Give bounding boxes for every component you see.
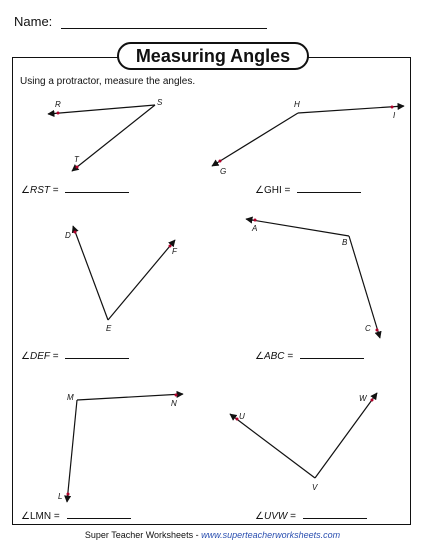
equals-sign: = (52, 185, 59, 196)
ray-mn (77, 394, 183, 400)
label-t: T (74, 155, 79, 164)
angle-name: GHI (263, 185, 282, 196)
equals-sign: = (53, 511, 60, 522)
point-t (76, 166, 79, 169)
label-u: U (239, 412, 245, 421)
label-s: S (157, 98, 163, 107)
equals-sign: = (287, 351, 294, 362)
angle-symbol: ∠ (255, 351, 264, 362)
angle-rst-diagram (48, 98, 163, 171)
label-r: R (55, 100, 61, 109)
ray-vu (230, 414, 315, 478)
angle-symbol: ∠ (255, 511, 264, 522)
answer-def (21, 351, 129, 362)
label-a: A (252, 224, 258, 233)
worksheet-title: Measuring Angles (117, 42, 309, 70)
footer-link[interactable]: www.superteacherworksheets.com (201, 530, 341, 540)
equals-sign: = (284, 185, 291, 196)
angle-symbol: ∠ (21, 511, 30, 522)
answer-blank-abc[interactable] (300, 358, 364, 359)
ray-sr (48, 105, 155, 114)
point-d (74, 231, 77, 234)
angle-name: LMN (29, 511, 52, 522)
instructions-text: Using a protractor, measure the angles. (20, 76, 196, 87)
label-e: E (106, 324, 112, 333)
angle-def-diagram (65, 226, 178, 333)
equals-sign: = (290, 511, 296, 522)
label-d: D (65, 231, 71, 240)
point-g (219, 160, 222, 163)
label-m: M (67, 393, 74, 402)
label-w: W (359, 394, 367, 403)
ray-ml (67, 400, 77, 502)
label-l: L (58, 492, 63, 501)
angle-ghi-diagram (212, 100, 404, 176)
ray-ba (246, 219, 349, 236)
point-c (376, 329, 379, 332)
ray-hi (298, 106, 404, 113)
ray-vw (315, 393, 377, 478)
angle-name: ABC (263, 351, 285, 362)
ray-ed (73, 226, 108, 320)
answer-blank-rst[interactable] (65, 192, 129, 193)
equals-sign: = (52, 351, 59, 362)
label-f: F (172, 247, 177, 256)
point-a (254, 219, 257, 222)
point-l (67, 493, 70, 496)
angle-name: UVW (263, 511, 288, 522)
label-b: B (342, 238, 348, 247)
point-w (371, 399, 374, 402)
name-label: Name: (14, 14, 53, 29)
angle-symbol: ∠ (255, 185, 264, 196)
angle-name: RST (29, 185, 50, 196)
label-h: H (294, 100, 300, 109)
angle-uvw-diagram (230, 393, 377, 492)
point-r (57, 112, 60, 115)
answer-abc (255, 351, 364, 362)
answer-blank-ghi[interactable] (297, 192, 361, 193)
label-i: I (393, 111, 396, 120)
point-n (175, 394, 178, 397)
point-i (391, 106, 394, 109)
angle-symbol: ∠ (21, 185, 30, 196)
footer-prefix: Super Teacher Worksheets - (84, 530, 202, 540)
answer-blank-lmn[interactable] (67, 518, 131, 519)
ray-bc (349, 236, 380, 338)
answer-uvw (255, 511, 367, 522)
footer (0, 530, 425, 540)
label-n: N (171, 399, 177, 408)
answer-rst (21, 185, 129, 196)
label-g: G (220, 167, 227, 176)
label-c: C (365, 324, 371, 333)
angle-name: DEF (29, 351, 50, 362)
angle-lmn-diagram (58, 393, 183, 502)
angle-abc-diagram (246, 219, 380, 339)
answer-blank-def[interactable] (65, 358, 129, 359)
ray-ef (108, 240, 175, 320)
angle-symbol: ∠ (21, 351, 30, 362)
label-v: V (312, 483, 318, 492)
answer-ghi (255, 185, 361, 196)
answer-lmn (21, 511, 131, 522)
ray-hg (212, 113, 298, 166)
ray-st (72, 105, 155, 171)
answer-blank-uvw[interactable] (303, 518, 367, 519)
